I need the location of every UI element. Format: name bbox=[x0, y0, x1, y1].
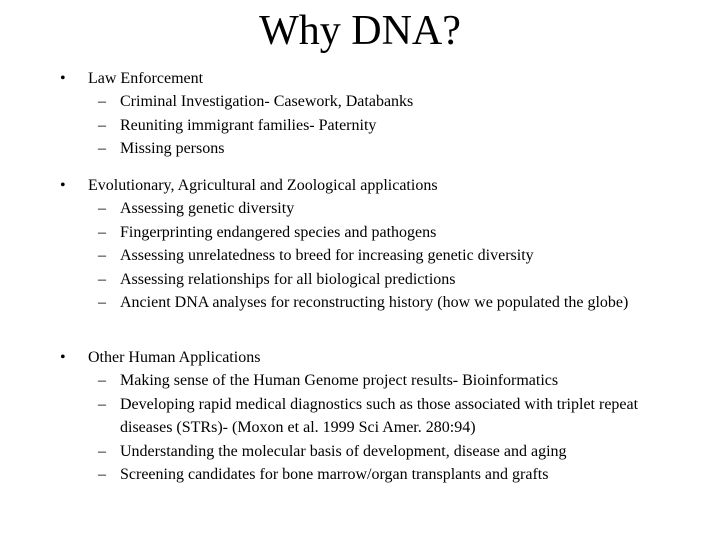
sub-item bbox=[60, 393, 700, 440]
dash-icon: – bbox=[98, 466, 106, 483]
sub-item bbox=[60, 291, 700, 315]
dash-icon: – bbox=[98, 200, 106, 217]
dash-icon: – bbox=[98, 116, 106, 134]
sub-item bbox=[60, 440, 700, 464]
sub-item bbox=[60, 244, 700, 268]
sub-item-text: Making sense of the Human Genome project results- Bioinformatics bbox=[120, 372, 559, 389]
sub-item-text: Reuniting immigrant families- Paternity bbox=[120, 116, 377, 134]
sub-item bbox=[60, 221, 700, 245]
sub-item-text: Understanding the molecular basis of development, disease and aging bbox=[120, 442, 567, 460]
section-heading: Evolutionary, Agricultural and Zoological applications bbox=[88, 177, 438, 194]
bullet-icon: • bbox=[60, 349, 66, 366]
section-law-enforcement bbox=[60, 67, 700, 161]
section-evolutionary-applications bbox=[60, 174, 700, 315]
sub-item bbox=[60, 137, 700, 161]
dash-icon: – bbox=[98, 395, 106, 413]
section-heading: Law Enforcement bbox=[88, 70, 204, 87]
bullet-icon: • bbox=[60, 177, 66, 194]
sub-item-text: Fingerprinting endangered species and pathogens bbox=[120, 223, 437, 241]
dash-icon: – bbox=[98, 294, 106, 311]
dash-icon: – bbox=[98, 140, 106, 157]
sub-item-text: Screening candidates for bone marrow/organ transplants and grafts bbox=[120, 466, 549, 483]
sub-item bbox=[60, 90, 700, 114]
sub-item bbox=[60, 268, 700, 292]
dash-icon: – bbox=[98, 247, 106, 264]
sub-item-text: Missing persons bbox=[120, 140, 225, 157]
sub-item-text: Assessing relationships for all biological predictions bbox=[120, 270, 456, 288]
sub-item-text: Assessing unrelatedness to breed for increasing genetic diversity bbox=[120, 247, 534, 264]
dash-icon: – bbox=[98, 223, 106, 241]
dash-icon: – bbox=[98, 442, 106, 460]
sub-item bbox=[60, 369, 700, 393]
section-heading: Other Human Applications bbox=[88, 349, 261, 366]
sub-item bbox=[60, 197, 700, 221]
dash-icon: – bbox=[98, 93, 106, 110]
sub-item bbox=[60, 114, 700, 138]
sub-item-text: Criminal Investigation- Casework, Databanks bbox=[120, 93, 414, 110]
sub-item-text: Assessing genetic diversity bbox=[120, 200, 295, 217]
bullet-icon: • bbox=[60, 70, 66, 87]
section-human-applications bbox=[60, 346, 700, 487]
slide-title: Why DNA? bbox=[259, 8, 461, 54]
sub-item-text: Developing rapid medical diagnostics such as those associated with triplet repeat diseases (STRs)- (Moxon et al. 1999 Sci Amer. 280:94) bbox=[120, 395, 639, 436]
dash-icon: – bbox=[98, 372, 106, 389]
sub-item bbox=[60, 463, 700, 487]
dash-icon: – bbox=[98, 270, 106, 288]
sub-item-text: Ancient DNA analyses for reconstructing history (how we populated the globe) bbox=[120, 294, 629, 311]
